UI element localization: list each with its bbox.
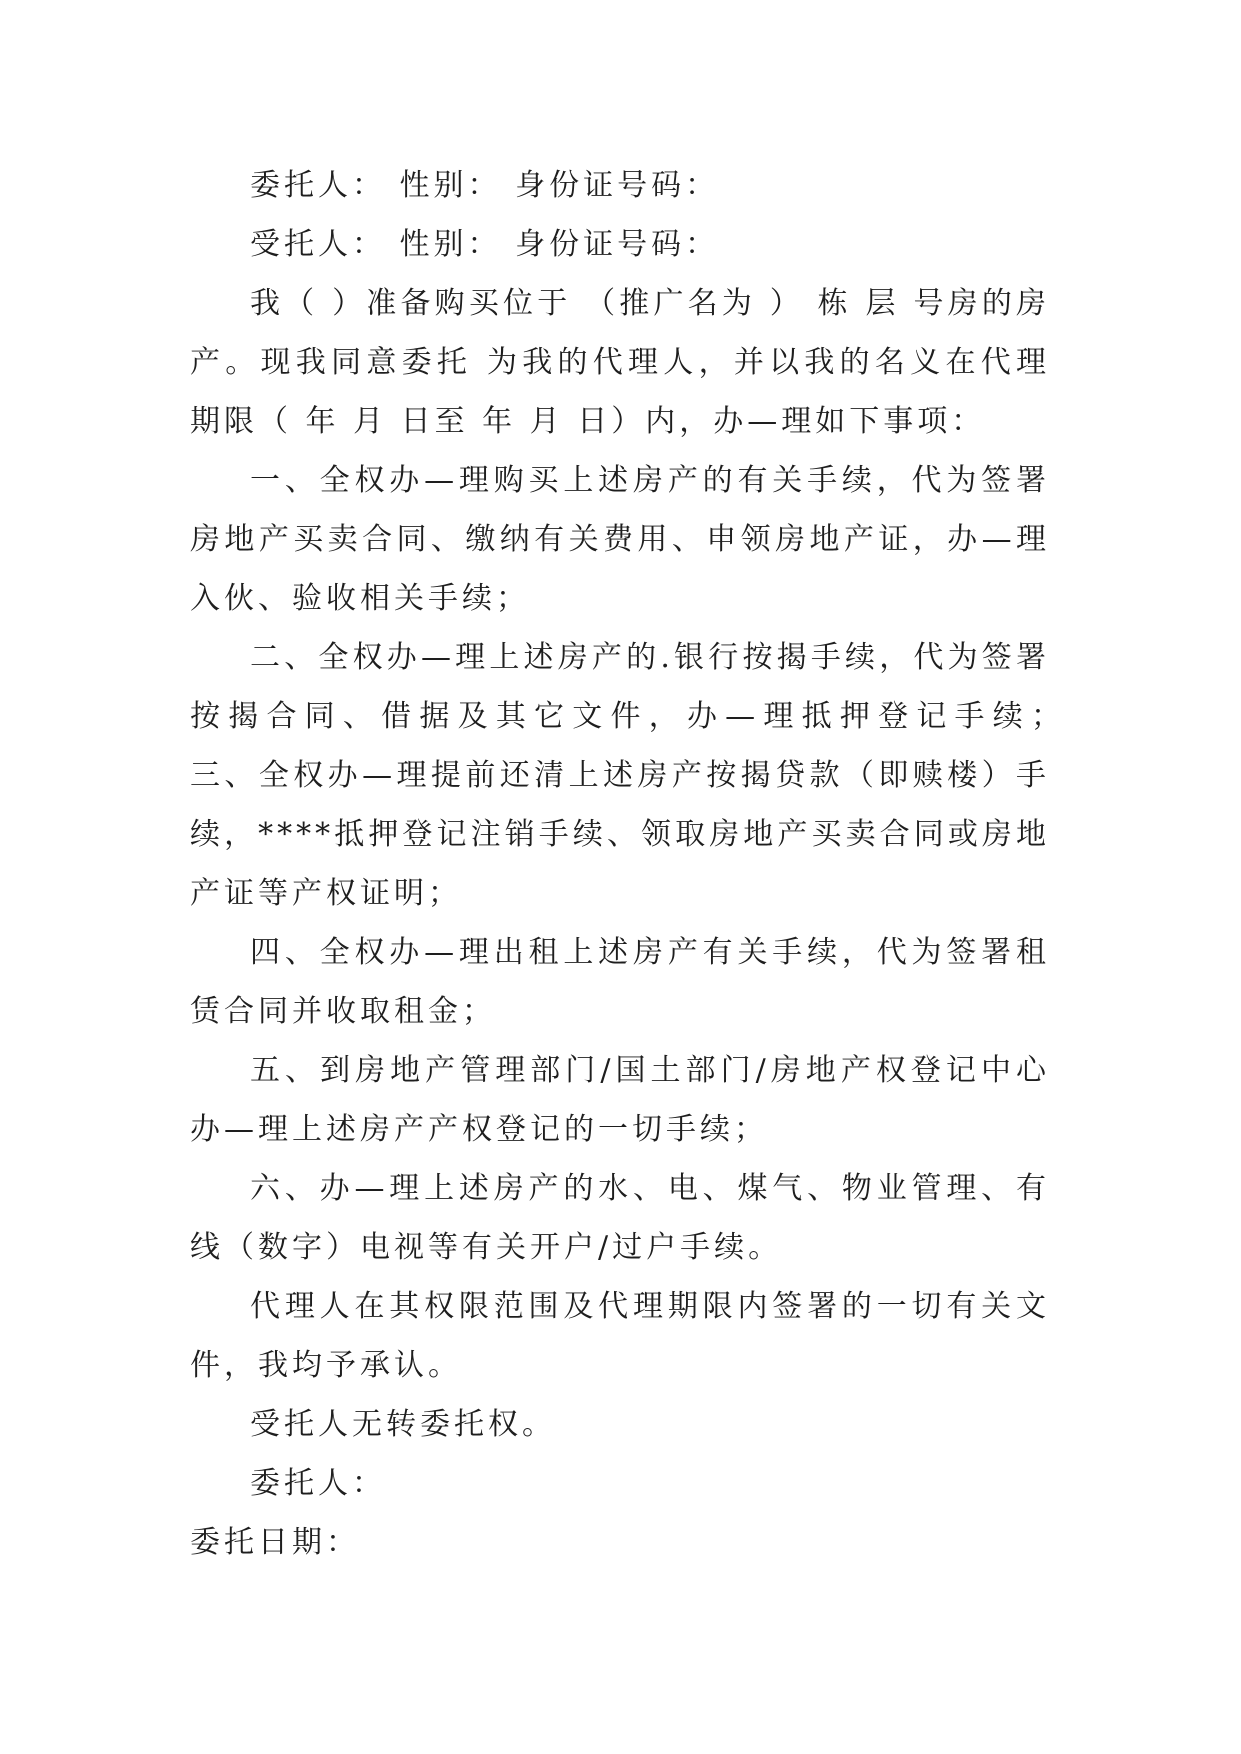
no-sub-delegation-paragraph: 受托人无转委托权。 bbox=[250, 1407, 556, 1442]
item-1-paragraph: 一、全权办—理购买上述房产的有关手续，代为签署房地产买卖合同、缴纳有关费用、申领房地产证，办—理入伙、验收相关手续； bbox=[190, 463, 1050, 616]
agent-info-line: 受托人： 性别： 身份证号码： bbox=[250, 227, 720, 262]
item-6-paragraph: 六、办—理上述房产的水、电、煤气、物业管理、有线（数字）电视等有关开户/过户手续。 bbox=[190, 1171, 1050, 1265]
item-2-3-paragraph: 二、全权办—理上述房产的.银行按揭手续，代为签署按揭合同、借据及其它文件，办—理抵押登记手续； 三、全权办—理提前还清上述房产按揭贷款（即赎楼）手续，****抵押登记注销手续、领取房地产买卖合同或房地产证等产权证明； bbox=[190, 640, 1098, 911]
intro-paragraph: 我（ ）准备购买位于 （推广名为 ） 栋 层 号房的房产。现我同意委托 为我的代理人，并以我的名义在代理期限（ 年 月 日至 年 月 日）内，办—理如下事项： bbox=[190, 286, 1050, 439]
delegation-date-line: 委托日期： bbox=[190, 1525, 360, 1560]
principal-info-line: 委托人： 性别： 身份证号码： bbox=[250, 168, 720, 203]
acknowledgement-paragraph: 代理人在其权限范围及代理期限内签署的一切有关文件，我均予承认。 bbox=[190, 1289, 1050, 1383]
document-body bbox=[190, 156, 1098, 1572]
item-5-paragraph: 五、到房地产管理部门/国土部门/房地产权登记中心办—理上述房产产权登记的一切手续； bbox=[190, 1053, 1050, 1147]
item-4-paragraph: 四、全权办—理出租上述房产有关手续，代为签署租赁合同并收取租金； bbox=[190, 935, 1050, 1029]
principal-signature-line: 委托人： bbox=[250, 1466, 386, 1501]
